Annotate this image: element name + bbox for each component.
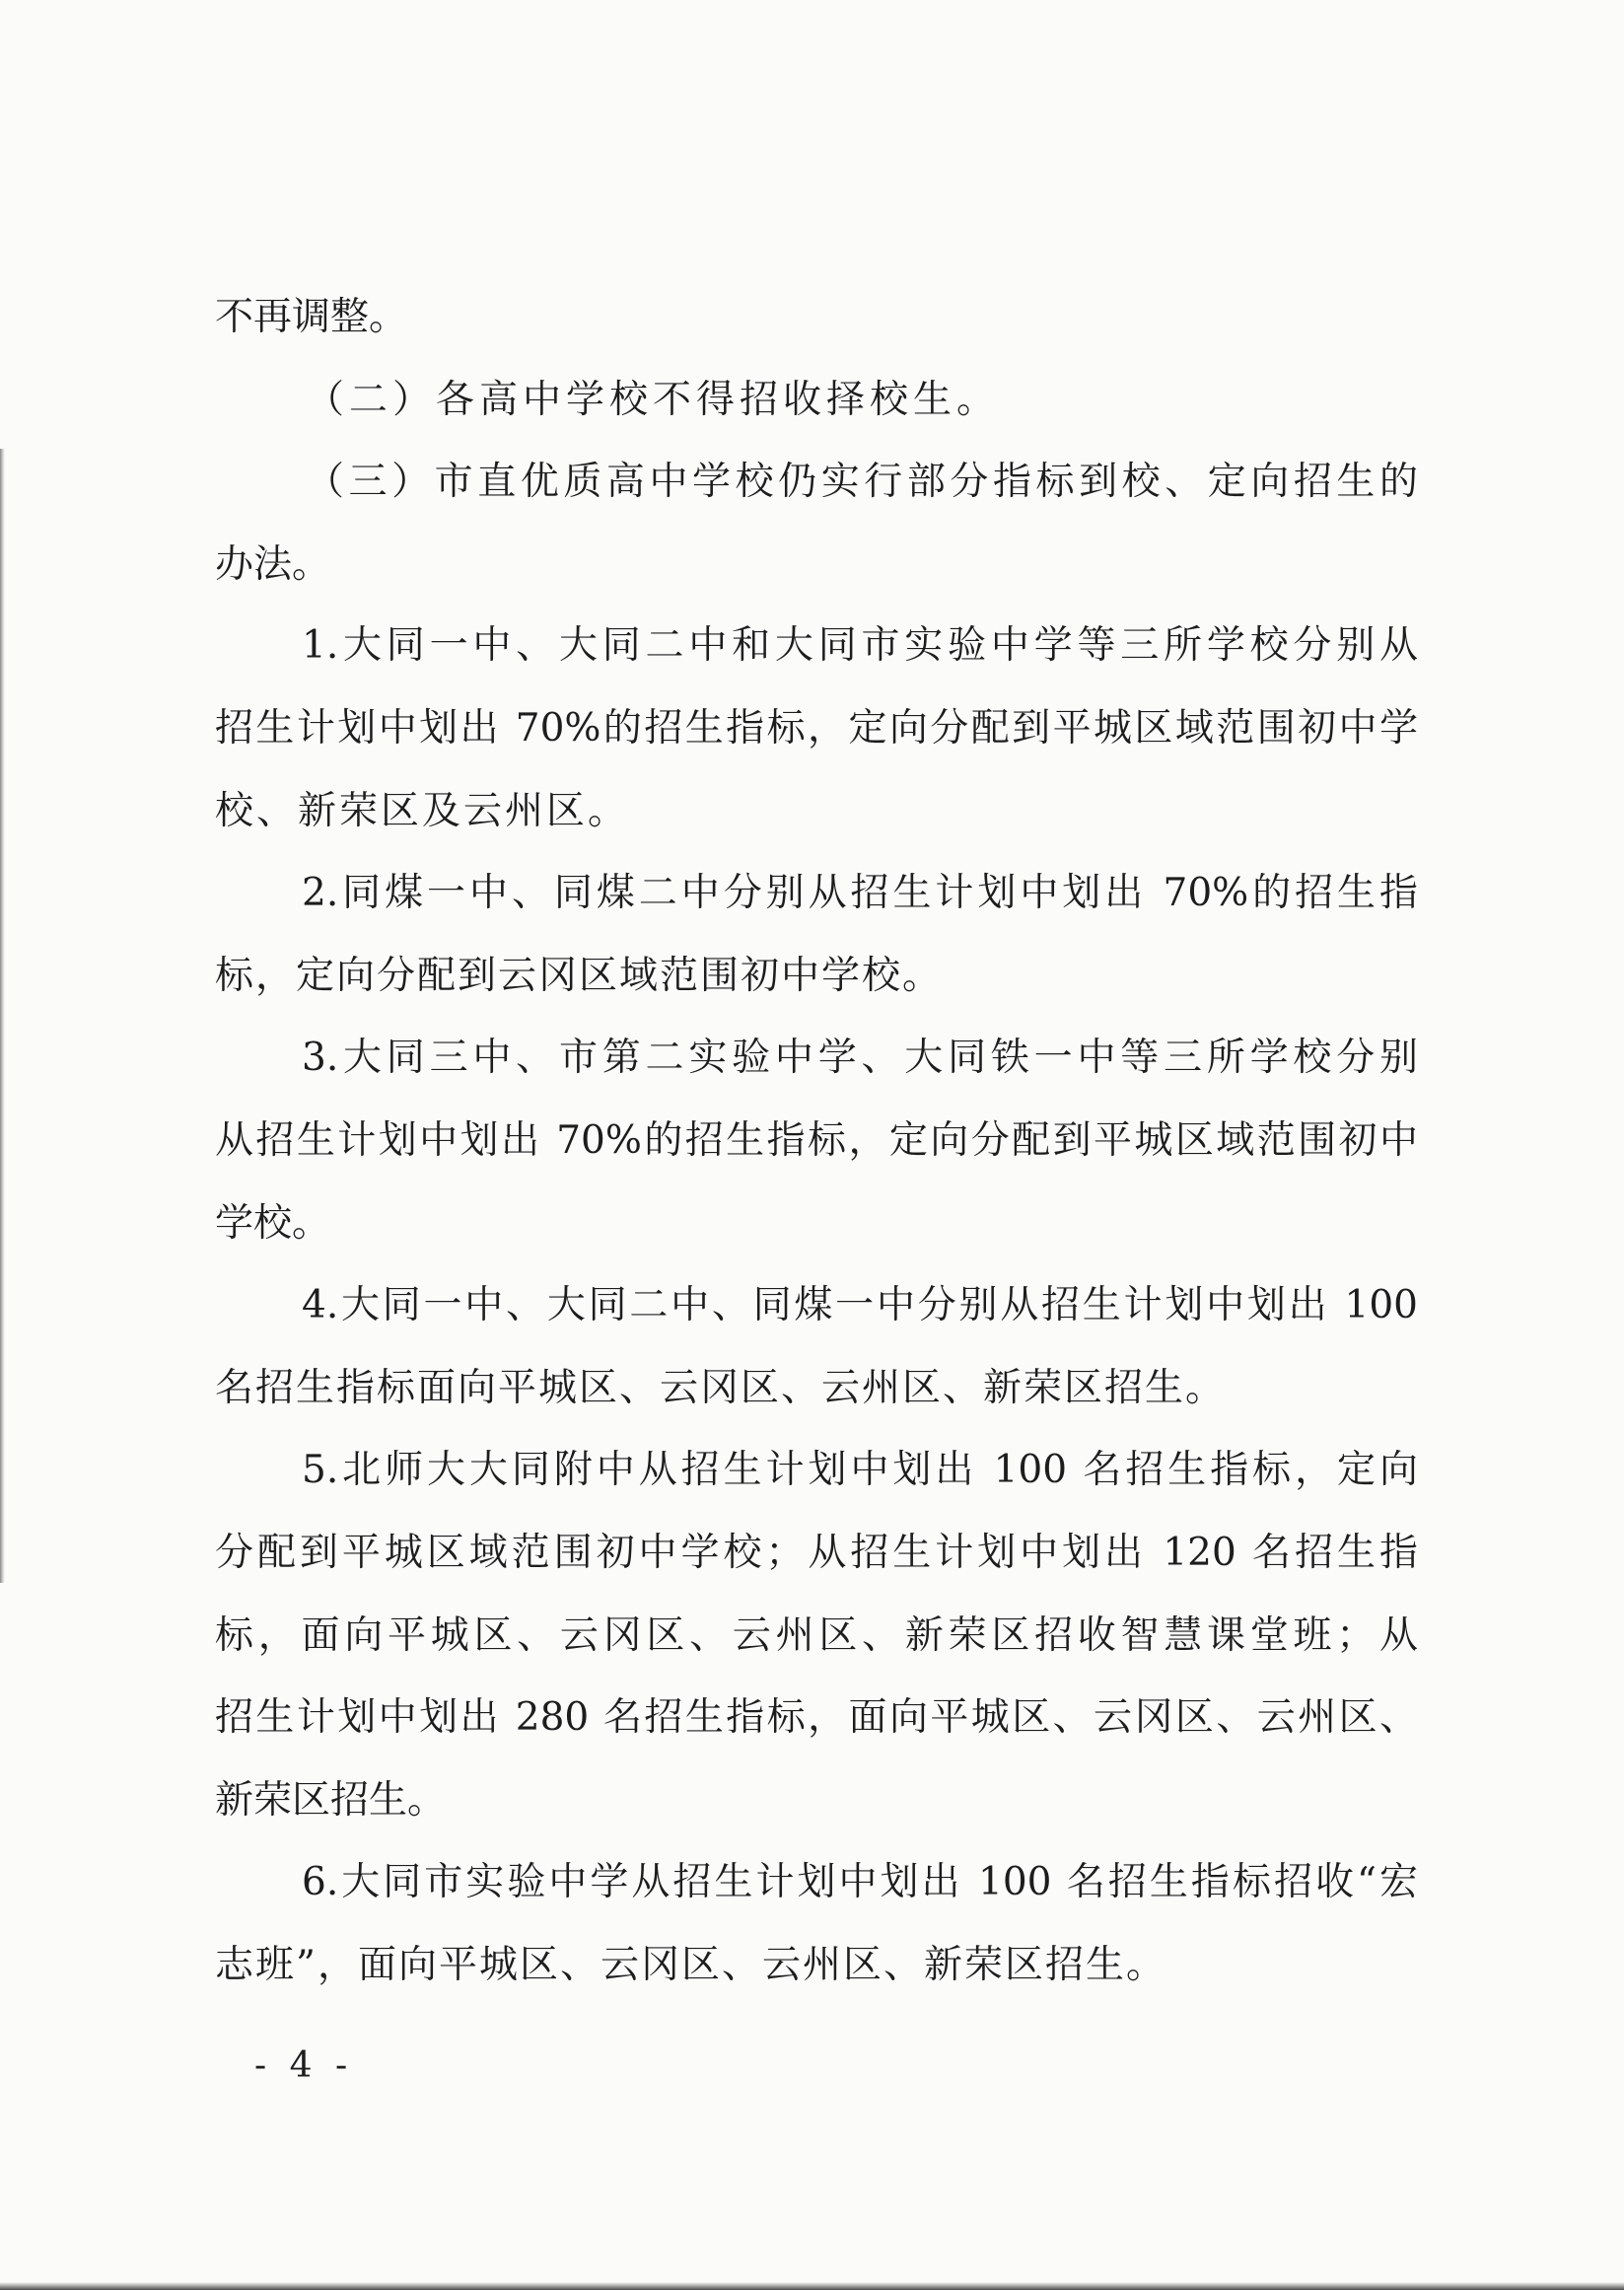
- item-5-line-2: 分配到平城区域范围初中学校；从招生计划中划出 120 名招生指: [215, 1531, 1418, 1575]
- item-2-line-1: 2.同煤一中、同煤二中分别从招生计划中划出 70%的招生指: [302, 871, 1418, 915]
- item-4-line-2: 名招生指标面向平城区、云冈区、云州区、新荣区招生。: [215, 1366, 1227, 1410]
- item-1-line-1: 1.大同一中、大同二中和大同市实验中学等三所学校分别从: [302, 623, 1418, 668]
- item-3-line-1: 3.大同三中、市第二实验中学、大同铁一中等三所学校分别: [302, 1036, 1418, 1080]
- item-6-line-2: 志班”，面向平城区、云冈区、云州区、新荣区招生。: [215, 1943, 1166, 1987]
- item-5-line-3: 标，面向平城区、云冈区、云州区、新荣区招收智慧课堂班；从: [215, 1613, 1418, 1658]
- item-6-line-1: 6.大同市实验中学从招生计划中划出 100 名招生指标招收“宏: [302, 1860, 1418, 1904]
- paragraph-three-line-2: 办法。: [215, 542, 331, 587]
- page-number: - 4 -: [254, 2045, 354, 2086]
- item-5-line-1: 5.北师大大同附中从招生计划中划出 100 名招生指标，定向: [302, 1448, 1418, 1492]
- item-1-line-2: 招生计划中划出 70%的招生指标，定向分配到平城区域范围初中学: [215, 706, 1418, 751]
- item-5-line-5: 新荣区招生。: [215, 1778, 447, 1823]
- paragraph-two-line-1: （二）各高中学校不得招收择校生。: [306, 378, 1001, 422]
- item-5-line-4: 招生计划中划出 280 名招生指标，面向平城区、云冈区、云州区、: [215, 1695, 1418, 1740]
- item-3-line-2: 从招生计划中划出 70%的招生指标，定向分配到平城区域范围初中: [215, 1118, 1418, 1163]
- paragraph-three-line-1: （三）市直优质高中学校仍实行部分指标到校、定向招生的: [306, 460, 1418, 504]
- paragraph-continued-line-1: 不再调整。: [215, 295, 408, 339]
- item-4-line-1: 4.大同一中、大同二中、同煤一中分别从招生计划中划出 100: [302, 1283, 1418, 1327]
- item-3-line-3: 学校。: [215, 1201, 331, 1246]
- item-2-line-2: 标，定向分配到云冈区域范围初中学校。: [215, 954, 944, 998]
- item-1-line-3: 校、新荣区及云州区。: [215, 789, 630, 833]
